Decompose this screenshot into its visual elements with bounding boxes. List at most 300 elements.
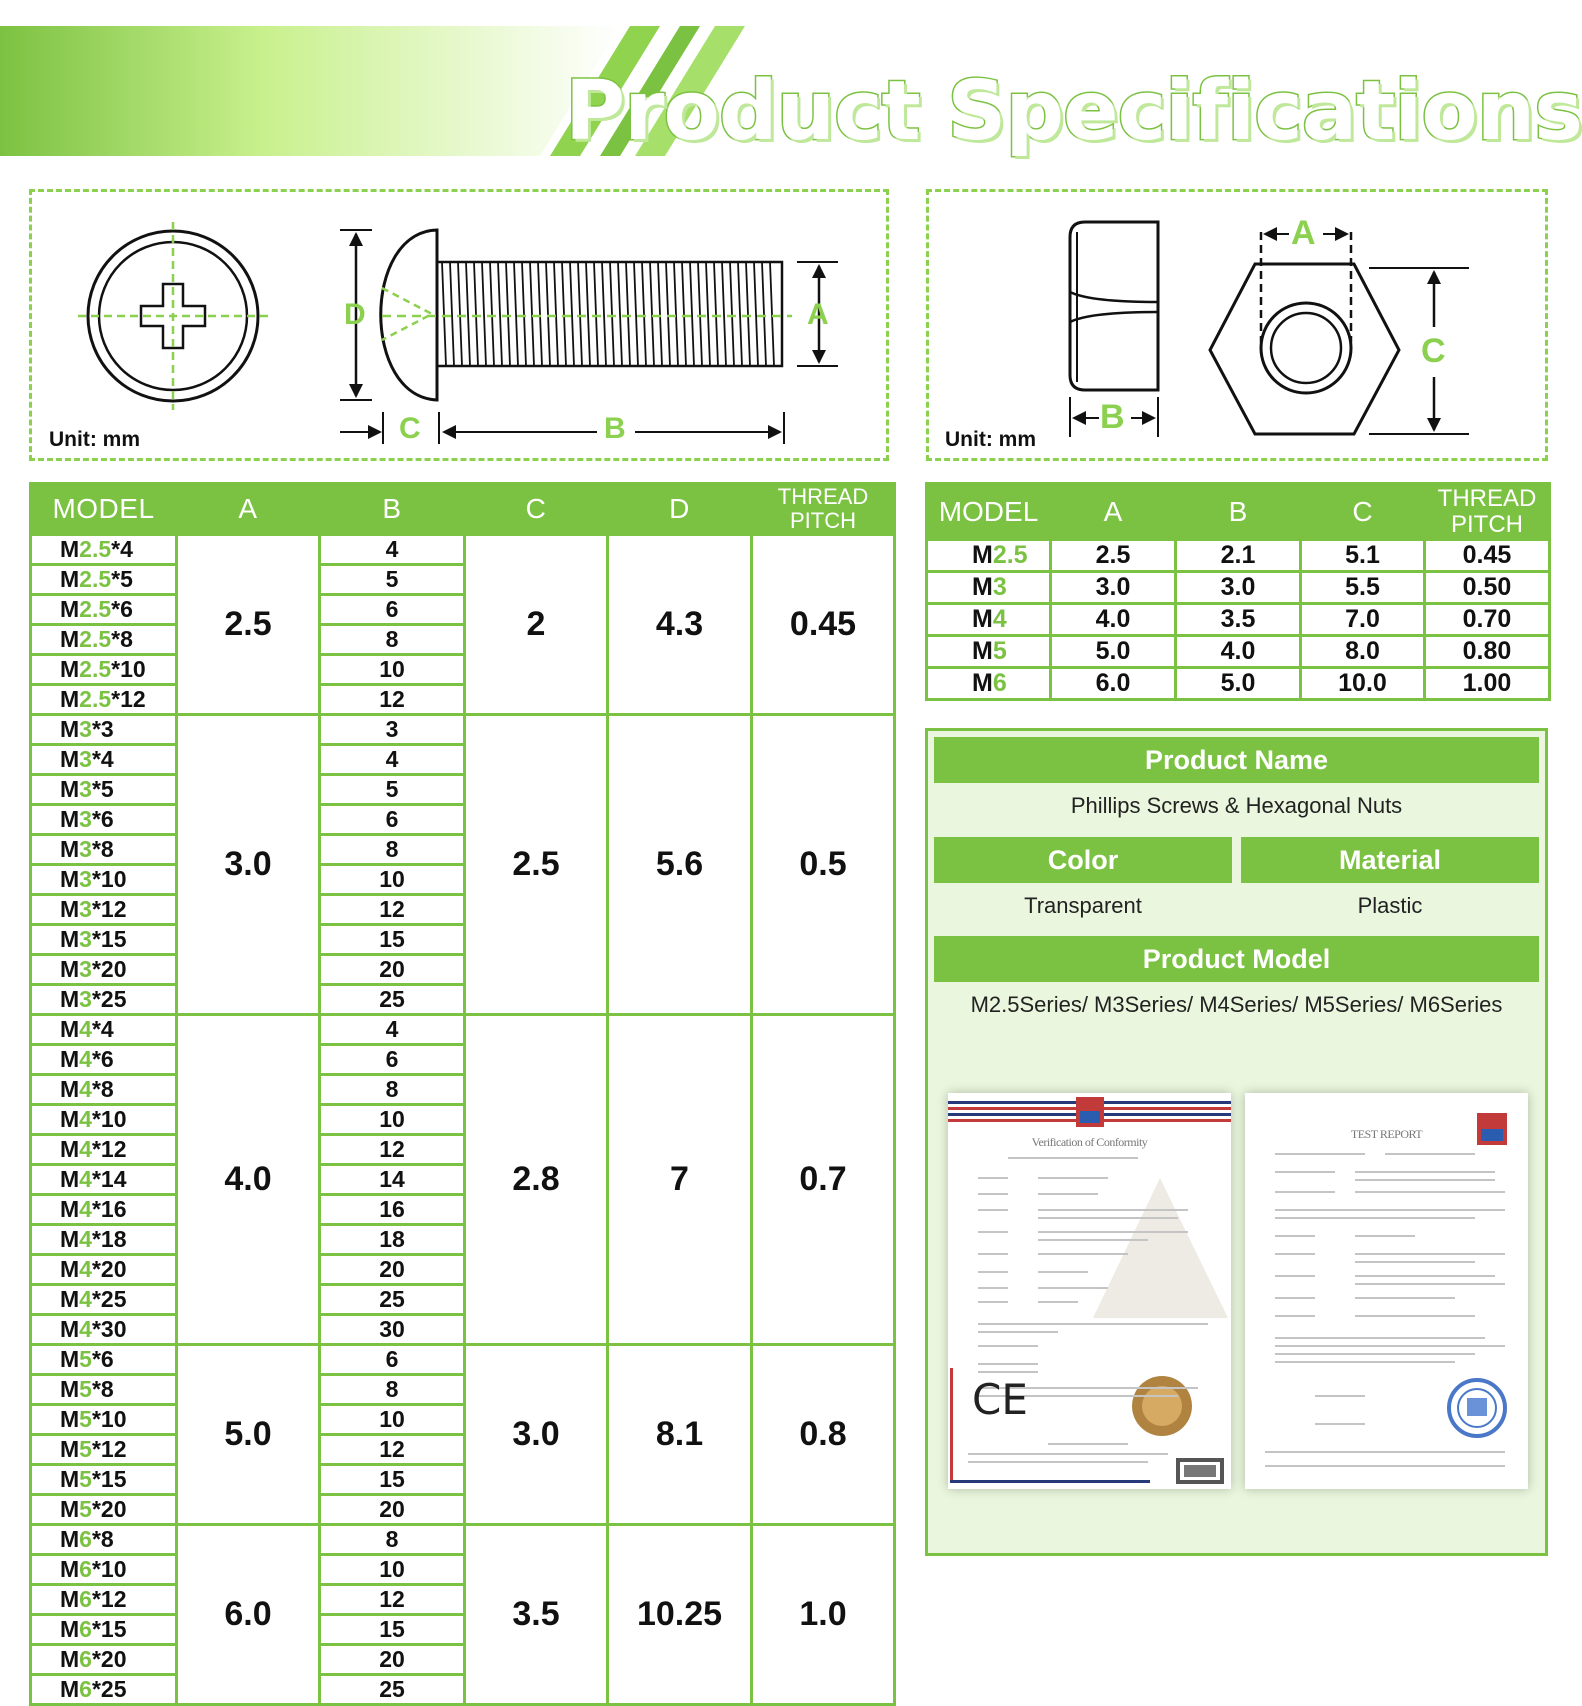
model-length: 6 [120,596,133,622]
model-cell [31,1615,177,1645]
model-prefix: M [60,596,80,622]
length-b-cell: 6 [320,1345,465,1375]
table-row [927,668,1550,700]
model-prefix: M [60,626,80,652]
model-separator: * [111,626,121,652]
model-prefix: M [60,716,80,742]
length-b-cell: 12 [320,895,465,925]
length-b-cell: 15 [320,1615,465,1645]
model-series: 2.5 [79,596,112,622]
model-cell [31,805,177,835]
length-b-cell: 8 [320,835,465,865]
model-separator: * [91,806,101,832]
model-cell [31,1135,177,1165]
table-row [927,572,1550,604]
model-series: 5 [79,1466,92,1492]
table-row [927,604,1550,636]
model-separator: * [91,1466,101,1492]
model-separator: * [91,1196,101,1222]
model-series: 5 [79,1436,92,1462]
model-separator: * [91,1256,101,1282]
length-b-cell: 20 [320,1645,465,1675]
nut-unit-label: Unit: mm [945,428,1036,451]
group-c-cell: 2.8 [465,1015,608,1345]
certificate-test-report [1245,1093,1528,1489]
table-row [31,715,895,745]
model-length: 5 [120,566,133,592]
nut-a-cell: 2.5 [1051,540,1176,572]
screw-header-thread-pitch [752,484,895,535]
product-model-label: Product Model [934,936,1539,982]
model-prefix: M [972,573,993,601]
model-length: 15 [100,1466,127,1492]
model-series: 4 [992,605,1007,633]
model-prefix: M [972,669,993,697]
model-length: 12 [100,1136,127,1162]
group-pitch-cell: 1.0 [752,1525,895,1705]
model-cell [31,595,177,625]
nut-pitch-cell: 0.45 [1425,540,1550,572]
model-separator: * [91,1016,101,1042]
model-series: 3 [79,776,92,802]
model-separator: * [111,566,121,592]
model-prefix: M [60,1556,80,1582]
model-cell [31,925,177,955]
model-length: 20 [100,1646,127,1672]
nut-a-cell: 6.0 [1051,668,1176,700]
model-length: 8 [100,836,114,862]
model-prefix: M [60,566,80,592]
model-separator: * [91,716,101,742]
model-length: 6 [100,806,114,832]
table-row [31,1525,895,1555]
model-separator: * [91,1496,101,1522]
model-series: 6 [79,1646,92,1672]
model-separator: * [91,1406,101,1432]
model-series: 4 [79,1286,92,1312]
model-cell [31,1345,177,1375]
model-series: 6 [79,1676,92,1702]
model-cell [31,535,177,565]
model-cell [31,565,177,595]
model-series: 4 [79,1136,92,1162]
nut-header-pitch: PITCH [1451,510,1523,538]
color-label: Color [934,837,1232,883]
model-separator: * [111,686,121,712]
header-banner [0,26,1582,159]
model-length: 12 [120,686,146,712]
product-name-value: Phillips Screws & Hexagonal Nuts [934,783,1539,829]
model-length: 4 [120,536,133,562]
screw-label-d: D [344,298,366,331]
nut-label-c: C [1421,332,1446,370]
nut-header-b: B [1176,484,1301,540]
nut-drawing [929,192,1545,458]
model-prefix: M [60,926,80,952]
model-cell [31,895,177,925]
model-prefix: M [60,836,80,862]
model-separator: * [91,896,101,922]
screw-header-d: D [608,484,752,535]
model-cell [31,715,177,745]
ce-mark: CE [972,1375,1028,1424]
nut-header-thread-pitch [1425,484,1550,540]
nut-b-cell: 2.1 [1176,540,1301,572]
model-separator: * [91,1286,101,1312]
model-prefix: M [972,541,993,569]
length-b-cell: 10 [320,1105,465,1135]
model-prefix: M [60,1166,80,1192]
model-series: 5 [79,1406,92,1432]
model-prefix: M [60,1106,80,1132]
model-separator: * [91,1376,101,1402]
model-series: 4 [79,1016,92,1042]
model-length: 10 [100,866,127,892]
model-length: 8 [100,1076,114,1102]
model-cell [31,1225,177,1255]
model-cell [31,625,177,655]
model-length: 20 [100,956,127,982]
model-length: 10 [100,1556,127,1582]
model-prefix: M [60,536,80,562]
model-length: 10 [100,1406,127,1432]
model-prefix: M [60,1586,80,1612]
model-length: 10 [100,1106,127,1132]
model-prefix: M [60,1226,80,1252]
model-length: 25 [100,1286,127,1312]
model-prefix: M [60,1136,80,1162]
model-series: 2.5 [992,541,1028,569]
group-a-cell: 6.0 [177,1525,320,1705]
model-cell [31,1405,177,1435]
nut-c-cell: 7.0 [1301,604,1425,636]
nut-model-cell [927,636,1051,668]
model-series: 4 [79,1316,92,1342]
group-d-cell: 7 [608,1015,752,1345]
table-row [31,1015,895,1045]
certificate-left-title: Verification of Conformity [1031,1135,1148,1149]
model-length: 5 [100,776,114,802]
length-b-cell: 5 [320,565,465,595]
model-length: 12 [100,1586,127,1612]
model-series: 2.5 [79,686,112,712]
model-series: 2.5 [79,626,112,652]
model-length: 6 [100,1046,114,1072]
length-b-cell: 12 [320,1135,465,1165]
model-series: 4 [79,1226,92,1252]
product-model-value: M2.5Series/ M3Series/ M4Series/ M5Series/ M6Series [934,982,1539,1028]
model-series: 4 [79,1196,92,1222]
model-separator: * [91,866,101,892]
group-pitch-cell: 0.8 [752,1345,895,1525]
screw-spec-table [29,482,896,1706]
screw-header-pitch: PITCH [790,508,856,533]
model-prefix: M [60,806,80,832]
group-pitch-cell: 0.45 [752,535,895,715]
model-prefix: M [60,1286,80,1312]
model-cell [31,775,177,805]
model-separator: * [91,956,101,982]
model-separator: * [91,1226,101,1252]
model-separator: * [91,1616,101,1642]
model-separator: * [91,1646,101,1672]
model-prefix: M [60,896,80,922]
nut-c-cell: 5.5 [1301,572,1425,604]
length-b-cell: 4 [320,745,465,775]
material-value: Plastic [1241,883,1539,929]
nut-b-cell: 5.0 [1176,668,1301,700]
model-cell [31,1375,177,1405]
nut-spec-table [925,482,1551,701]
length-b-cell: 12 [320,685,465,715]
model-series: 4 [79,1166,92,1192]
model-prefix: M [60,656,80,682]
certificate-verification-of-conformity [948,1093,1231,1489]
model-prefix: M [972,637,993,665]
model-separator: * [111,656,121,682]
model-series: 4 [79,1046,92,1072]
model-length: 8 [100,1526,114,1552]
length-b-cell: 6 [320,805,465,835]
model-cell [31,1465,177,1495]
model-prefix: M [60,776,80,802]
model-series: 2.5 [79,566,112,592]
screw-header-c: C [465,484,608,535]
model-series: 3 [79,716,92,742]
group-d-cell: 8.1 [608,1345,752,1525]
table-row [927,540,1550,572]
model-prefix: M [60,686,80,712]
model-cell [31,1165,177,1195]
color-value: Transparent [934,883,1232,929]
nut-table-body [927,540,1550,700]
nut-pitch-cell: 0.70 [1425,604,1550,636]
model-prefix: M [60,1346,80,1372]
length-b-cell: 25 [320,1285,465,1315]
screw-diagram-box [29,189,889,461]
nut-b-cell: 3.0 [1176,572,1301,604]
model-cell [31,655,177,685]
screw-header-a: A [177,484,320,535]
length-b-cell: 6 [320,595,465,625]
model-series: 3 [992,573,1007,601]
model-cell [31,985,177,1015]
length-b-cell: 5 [320,775,465,805]
product-info-panel [925,728,1548,1556]
model-cell [31,1195,177,1225]
group-c-cell: 2.5 [465,715,608,1015]
screw-header-thread: THREAD [777,484,869,509]
group-a-cell: 4.0 [177,1015,320,1345]
length-b-cell: 20 [320,1495,465,1525]
model-series: 6 [79,1556,92,1582]
length-b-cell: 15 [320,1465,465,1495]
group-a-cell: 3.0 [177,715,320,1015]
length-b-cell: 3 [320,715,465,745]
nut-a-cell: 5.0 [1051,636,1176,668]
length-b-cell: 30 [320,1315,465,1345]
model-length: 6 [100,1346,114,1372]
length-b-cell: 25 [320,1675,465,1705]
screw-table-body [31,535,895,1705]
model-cell [31,1585,177,1615]
certificate-decoration [948,1093,1231,1489]
nut-model-cell [927,540,1051,572]
nut-header-model: MODEL [927,484,1051,540]
model-prefix: M [60,1676,80,1702]
length-b-cell: 8 [320,1375,465,1405]
length-b-cell: 20 [320,1255,465,1285]
model-length: 3 [100,716,114,742]
model-cell [31,1015,177,1045]
model-cell [31,1315,177,1345]
model-separator: * [91,1436,101,1462]
model-series: 6 [79,1616,92,1642]
model-separator: * [91,926,101,952]
model-length: 25 [100,986,127,1012]
model-series: 3 [79,926,92,952]
model-prefix: M [60,1076,80,1102]
page-title: Product Specifications [565,64,1582,159]
group-c-cell: 3.0 [465,1345,608,1525]
model-separator: * [111,536,121,562]
model-series: 2.5 [79,536,112,562]
model-series: 2.5 [79,656,112,682]
screw-unit-label: Unit: mm [49,428,140,451]
length-b-cell: 10 [320,1405,465,1435]
model-separator: * [91,1316,101,1342]
nut-model-cell [927,604,1051,636]
group-pitch-cell: 0.7 [752,1015,895,1345]
model-cell [31,955,177,985]
group-d-cell: 10.25 [608,1525,752,1705]
model-separator: * [91,1676,101,1702]
model-cell [31,1285,177,1315]
screw-header-b: B [320,484,465,535]
table-row [31,1345,895,1375]
nut-a-cell: 3.0 [1051,572,1176,604]
model-cell [31,685,177,715]
nut-b-cell: 3.5 [1176,604,1301,636]
length-b-cell: 10 [320,655,465,685]
model-prefix: M [60,866,80,892]
model-prefix: M [60,1496,80,1522]
model-separator: * [91,986,101,1012]
model-separator: * [91,1166,101,1192]
model-cell [31,1105,177,1135]
nut-c-cell: 5.1 [1301,540,1425,572]
model-prefix: M [60,1616,80,1642]
screw-drawing [32,192,886,458]
model-series: 4 [79,1076,92,1102]
model-series: 3 [79,836,92,862]
screw-label-c: C [399,412,421,445]
nut-header-thread: THREAD [1437,484,1537,512]
nut-diagram-box [926,189,1548,461]
model-separator: * [111,596,121,622]
model-length: 30 [100,1316,127,1342]
model-series: 6 [79,1526,92,1552]
model-cell [31,1075,177,1105]
nut-c-cell: 8.0 [1301,636,1425,668]
length-b-cell: 10 [320,1555,465,1585]
model-series: 3 [79,806,92,832]
group-a-cell: 2.5 [177,535,320,715]
screw-label-b: B [604,412,626,445]
model-separator: * [91,1136,101,1162]
model-prefix: M [60,1526,80,1552]
model-length: 12 [100,896,127,922]
model-cell [31,1525,177,1555]
screw-header-model: MODEL [31,484,177,535]
length-b-cell: 4 [320,1015,465,1045]
nut-pitch-cell: 0.80 [1425,636,1550,668]
model-length: 15 [100,926,127,952]
model-series: 3 [79,896,92,922]
model-cell [31,1495,177,1525]
model-length: 8 [120,626,133,652]
model-cell [31,1555,177,1585]
model-cell [31,1435,177,1465]
model-prefix: M [60,1046,80,1072]
model-series: 6 [79,1586,92,1612]
length-b-cell: 25 [320,985,465,1015]
model-cell [31,1675,177,1705]
length-b-cell: 8 [320,1525,465,1555]
model-cell [31,835,177,865]
length-b-cell: 12 [320,1585,465,1615]
model-length: 20 [100,1256,127,1282]
nut-header-c: C [1301,484,1425,540]
model-length: 10 [120,656,146,682]
model-separator: * [91,1046,101,1072]
model-series: 3 [79,746,92,772]
model-prefix: M [60,746,80,772]
model-prefix: M [60,1256,80,1282]
model-prefix: M [60,1406,80,1432]
model-series: 5 [79,1496,92,1522]
model-separator: * [91,1076,101,1102]
model-length: 25 [100,1676,127,1702]
group-pitch-cell: 0.5 [752,715,895,1015]
model-length: 4 [100,1016,114,1042]
length-b-cell: 8 [320,1075,465,1105]
model-separator: * [91,776,101,802]
screw-label-a: A [807,298,829,331]
model-separator: * [91,836,101,862]
nut-model-cell [927,668,1051,700]
material-label: Material [1241,837,1539,883]
model-length: 8 [100,1376,114,1402]
model-prefix: M [60,956,80,982]
length-b-cell: 20 [320,955,465,985]
model-cell [31,1045,177,1075]
length-b-cell: 16 [320,1195,465,1225]
model-series: 5 [79,1376,92,1402]
group-d-cell: 5.6 [608,715,752,1015]
model-prefix: M [60,986,80,1012]
length-b-cell: 8 [320,625,465,655]
length-b-cell: 6 [320,1045,465,1075]
nut-pitch-cell: 1.00 [1425,668,1550,700]
model-prefix: M [60,1316,80,1342]
model-prefix: M [60,1196,80,1222]
nut-label-b: B [1100,398,1125,436]
nut-model-cell [927,572,1051,604]
group-c-cell: 3.5 [465,1525,608,1705]
table-row [31,535,895,565]
nut-label-a: A [1291,214,1316,252]
